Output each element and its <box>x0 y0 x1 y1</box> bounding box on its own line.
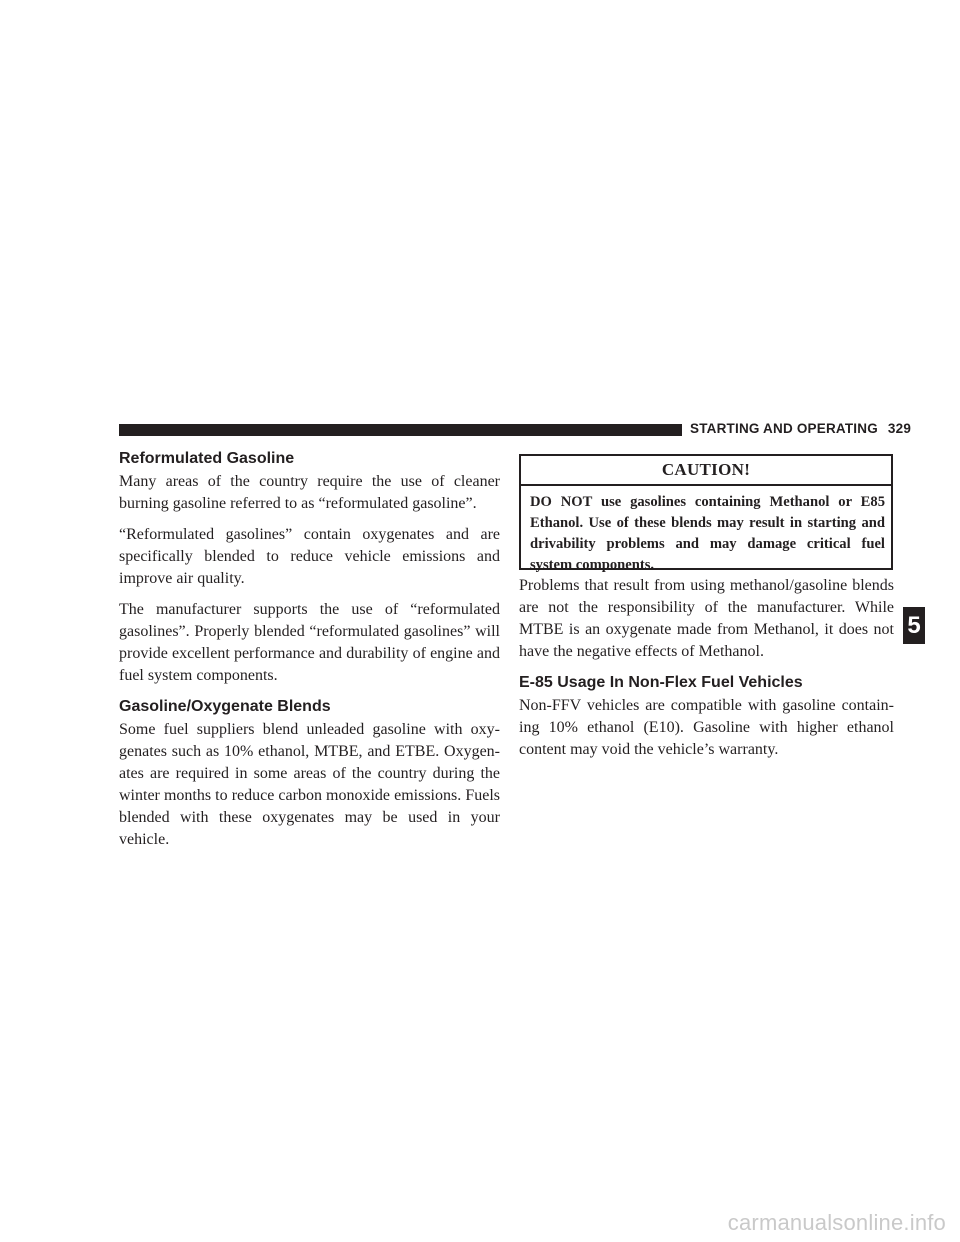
caution-title: CAUTION! <box>521 456 891 486</box>
caution-box <box>519 454 893 573</box>
running-head <box>690 421 911 436</box>
left-column <box>119 448 500 860</box>
paragraph: The manufacturer supports the use of “reformulated gasolines”. Properly blended “reformulated gasolines” will provide excellent performance and durability of engine and fuel system components. <box>119 601 500 684</box>
paragraph: “Reformulated gasolines” contain oxygenates and are specifically blended to reduce vehicle emissions and improve air quality. <box>119 526 500 587</box>
page-number: 329 <box>887 421 912 436</box>
running-head-section: STARTING AND OPERATING <box>690 421 878 436</box>
section-tab: 5 <box>903 607 925 644</box>
heading-reformulated-gasoline: Reformulated Gasoline <box>119 450 295 467</box>
paragraph: Many areas of the country require the use of cleaner burning gasoline referred to as “reformulated gasoline”. <box>119 473 500 512</box>
header-rule <box>119 424 682 436</box>
heading-gasoline-oxygenate-blends: Gasoline/Oxygenate Blends <box>119 698 331 715</box>
paragraph: Problems that result from using methanol/gasoline blends are not the responsibility of the manufacturer. While MTBE is an oxygenate made from Methanol, it does not have the negative effects of Methanol. <box>519 577 894 660</box>
heading-e85-usage: E-85 Usage In Non-Flex Fuel Vehicles <box>519 674 803 691</box>
caution-body: DO NOT use gasolines containing Methanol or E85 Ethanol. Use of these blends may result in starting and drivability problems and may damage critical fuel system components. <box>530 494 885 573</box>
paragraph: Non-FFV vehicles are compatible with gasoline contain-ing 10% ethanol (E10). Gasoline with higher ethanol content may void the vehicle’s warranty. <box>519 697 894 758</box>
right-column <box>519 575 894 770</box>
watermark-text: carmanualsonline.info <box>727 1210 946 1235</box>
paragraph: Some fuel suppliers blend unleaded gasoline with oxy-genates such as 10% ethanol, MTBE, and ETBE. Oxygen-ates are required in some areas of the country during the winter months to reduce carbon monoxide emissions. Fuels blended with these oxygenates may be used in your vehicle. <box>119 721 500 848</box>
